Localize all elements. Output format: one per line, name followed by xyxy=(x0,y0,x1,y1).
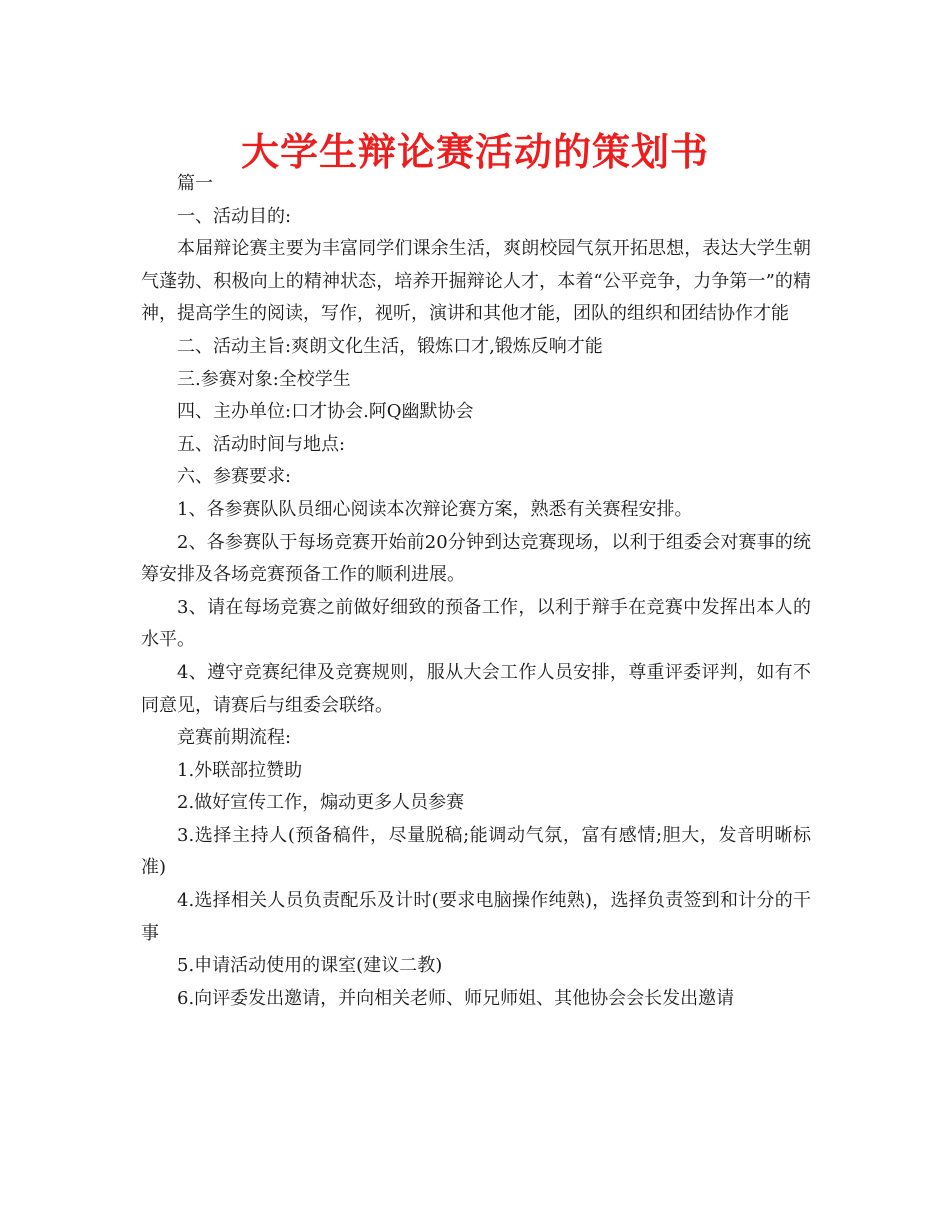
document-title: 大学生辩论赛活动的策划书 xyxy=(240,130,709,174)
process-item: 4.选择相关人员负责配乐及计时(要求电脑操作纯熟)，选择负责签到和计分的干事 xyxy=(141,890,811,944)
requirement-item: 4、遵守竞赛纪律及竞赛规则，服从大会工作人员安排，尊重评委评判，如有不同意见，请赛后与组委会联络。 xyxy=(141,661,811,716)
heading-pre-competition-process: 竞赛前期流程: xyxy=(177,727,292,749)
paragraph-purpose: 本届辩论赛主要为丰富同学们课余生活，爽朗校园气氛开拓思想，表达大学生朝气蓬勃、积极向上的精神状态，培养开掘辩论人才，本着“公平竞争，力争第一”的精神，提高学生的阅读，写作，视听，演讲和其他才能，团队的组织和团结协作才能 xyxy=(141,238,811,325)
section-label: 篇一 xyxy=(177,173,213,194)
process-item: 1.外联部拉赞助 xyxy=(177,759,303,781)
requirement-item: 2、各参赛队于每场竞赛开始前20分钟到达竞赛现场，以利于组委会对赛事的统筹安排及各场竞赛预备工作的顺利进展。 xyxy=(141,531,811,586)
requirement-item: 3、请在每场竞赛之前做好细致的预备工作，以利于辩手在竞赛中发挥出本人的水平。 xyxy=(141,596,811,651)
process-item: 5.申请活动使用的课室(建议二教) xyxy=(177,955,443,977)
heading-activity-purpose: 一、活动目的: xyxy=(177,205,292,227)
heading-participants: 三.参赛对象:全校学生 xyxy=(177,368,351,390)
heading-requirements: 六、参赛要求: xyxy=(177,466,292,488)
document-body xyxy=(141,168,811,1015)
process-item: 6.向评委发出邀请，并向相关老师、师兄师姐、其他协会会长发出邀请 xyxy=(177,987,735,1009)
process-item: 3.选择主持人(预备稿件，尽量脱稿;能调动气氛，富有感情;胆大，发音明晰标准) xyxy=(141,824,811,879)
heading-activity-theme: 二、活动主旨:爽朗文化生活，锻炼口才,锻炼反响才能 xyxy=(177,335,603,357)
requirement-item: 1、各参赛队队员细心阅读本次辩论赛方案，熟悉有关赛程安排。 xyxy=(177,498,693,520)
heading-time-location: 五、活动时间与地点: xyxy=(177,433,346,455)
process-item: 2.做好宣传工作，煽动更多人员参赛 xyxy=(177,792,465,814)
heading-organizers: 四、主办单位:口才协会.阿Q幽默协会 xyxy=(177,401,474,423)
